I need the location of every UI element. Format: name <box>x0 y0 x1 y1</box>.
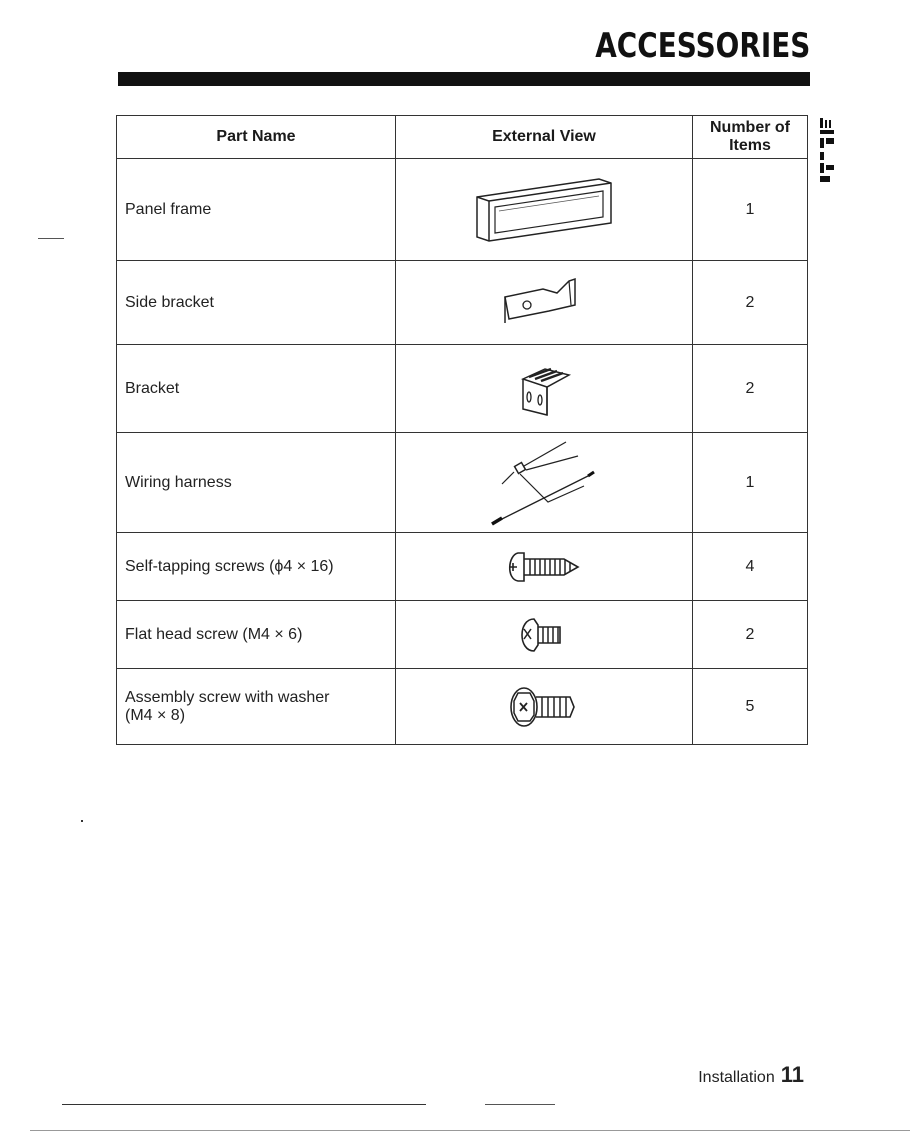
table-row <box>117 669 808 745</box>
part-name: Side bracket <box>117 261 396 345</box>
header-external-view: External View <box>396 116 693 159</box>
item-count: 1 <box>693 159 808 261</box>
page-title: ACCESSORIES <box>594 26 810 66</box>
wiring-harness-icon <box>484 438 604 528</box>
flat-head-screw-icon <box>516 615 572 655</box>
accessories-table <box>116 115 808 745</box>
margin-mark <box>38 238 64 239</box>
title-rule <box>118 72 810 86</box>
part-name: Self-tapping screws (ϕ4 × 16) <box>117 533 396 601</box>
panel-frame-icon <box>469 175 619 245</box>
bracket-icon <box>509 359 579 419</box>
item-count: 2 <box>693 601 808 669</box>
part-name: Bracket <box>117 345 396 433</box>
header-number-of-items <box>693 116 808 159</box>
table-row <box>117 159 808 261</box>
header-part-name: Part Name <box>117 116 396 159</box>
side-bracket-icon <box>499 275 589 331</box>
table-row <box>117 601 808 669</box>
footer-section: Installation <box>698 1069 775 1086</box>
table-row <box>117 261 808 345</box>
header-count-line1: Number of <box>710 119 790 136</box>
table-row <box>117 345 808 433</box>
margin-dot <box>81 820 83 822</box>
assembly-screw-washer-icon <box>508 685 580 729</box>
table-header-row <box>117 116 808 159</box>
part-name: Wiring harness <box>117 433 396 533</box>
header-count-line2: Items <box>729 137 771 154</box>
page-number: 11 <box>780 1062 804 1087</box>
item-count: 2 <box>693 345 808 433</box>
item-count: 1 <box>693 433 808 533</box>
part-name: Flat head screw (M4 × 6) <box>117 601 396 669</box>
bottom-rule-short <box>485 1104 555 1105</box>
part-name-line1: Assembly screw with washer <box>125 688 330 706</box>
item-count: 2 <box>693 261 808 345</box>
table-row <box>117 533 808 601</box>
part-name-line2: (M4 × 8) <box>125 706 186 724</box>
self-tapping-screw-icon <box>504 547 584 587</box>
part-name: Panel frame <box>117 159 396 261</box>
item-count: 5 <box>693 669 808 745</box>
item-count: 4 <box>693 533 808 601</box>
page-edge-line <box>30 1130 910 1131</box>
table-row <box>117 433 808 533</box>
bottom-rule <box>62 1104 426 1105</box>
page-footer <box>698 1062 804 1088</box>
part-name <box>117 669 396 745</box>
language-tab-icon <box>818 116 844 188</box>
